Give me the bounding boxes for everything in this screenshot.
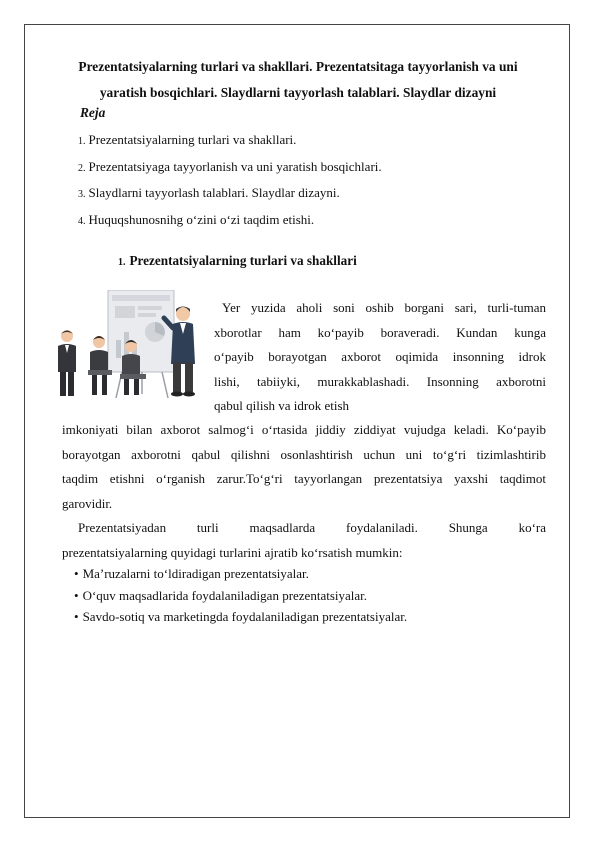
plan-item-number: 4.	[78, 215, 86, 227]
bullet-text: O‘quv maqsadlarida foydalaniladigan prezentatsiyalar.	[82, 587, 368, 603]
plan-item-number: 3.	[78, 189, 86, 200]
title-line-1: Prezentatsiyalarning turlari va shakllari. Prezentatsitaga tayyorlanish va uni	[78, 59, 518, 74]
plan-heading: Reja	[80, 105, 106, 120]
paragraph-line: Prezentatsiyadan turli maqsadlarda foydalaniladi. Shunga ko‘ra	[78, 520, 546, 536]
paragraph-line: garovidir.	[62, 495, 113, 511]
paragraph-line: borayotgan axborotni qabul qilishni osonlashtirish uchun uni to‘g‘ri tizimlashtirib	[62, 446, 546, 462]
bullet-icon: •	[74, 609, 79, 625]
bullet-icon: •	[74, 587, 79, 603]
business-presentation-illustration	[52, 290, 214, 400]
plan-item	[78, 208, 382, 235]
paragraph-line: lishi, tabiiyki, murakkablashadi. Insonning axborotni	[214, 373, 546, 389]
section-heading	[118, 253, 357, 269]
plan-item-number: 2.	[78, 162, 86, 174]
plan-item	[78, 181, 382, 208]
plan-list	[78, 128, 382, 234]
paragraph-line: qabul qilish va idrok etish	[214, 398, 350, 413]
plan-item-text: Prezentatsiyalarning turlari va shakllari.	[88, 132, 297, 147]
body-paragraph	[62, 418, 546, 566]
plan-item-text: Huquqshunosnihg o‘zini o‘zi taqdim etishi.	[88, 211, 315, 227]
paragraph-line: taqdim etishni o‘rganish zarur.To‘g‘ri tayyorlangan prezentatsiya yaxshi taqdimot	[62, 471, 546, 487]
plan-item-text: Prezentatsiyaga tayyorlanish va uni yaratish bosqichlari.	[88, 158, 382, 174]
plan-item-text: Slaydlarni tayyorlash talablari. Slaydlar dizayni.	[88, 185, 340, 200]
bullet-item	[74, 585, 407, 607]
bullet-text: Ma’ruzalarni to‘ldiradigan prezentatsiyalar.	[82, 566, 309, 581]
paragraph-line: Yer yuzida aholi soni oshib borgani sari, turli-tuman	[222, 300, 546, 315]
bullet-list	[74, 563, 407, 628]
section-title: Prezentatsiyalarning turlari va shakllari	[129, 253, 357, 268]
bullet-icon: •	[74, 566, 79, 581]
bullet-item	[74, 606, 407, 628]
title-line-2: yaratish bosqichlari. Slaydlarni tayyorlash talablari. Slaydlar dizayni	[99, 85, 497, 100]
paragraph-line: xborotlar ham ko‘payib boraveradi. Kundan kunga	[214, 324, 546, 340]
plan-item	[78, 128, 382, 155]
wrapped-paragraph	[214, 296, 546, 419]
bullet-text: Savdo-sotiq va marketingda foydalaniladigan prezentatsiyalar.	[82, 609, 408, 625]
plan-item	[78, 155, 382, 182]
paragraph-line: prezentatsiyalarning quyidagi turlarini ajratib ko‘rsatish mumkin:	[62, 544, 403, 560]
section-number: 1.	[118, 257, 126, 268]
paragraph-line: o‘payib borayotgan axborot oqimida insonning idrok	[214, 349, 546, 364]
paragraph-line: imkoniyati bilan axborot salmog‘i o‘rtasida jiddiy ziddiyat vujudga keladi. Ko‘payib	[62, 422, 546, 437]
document-title	[60, 54, 536, 106]
bullet-item	[74, 563, 407, 585]
plan-item-number: 1.	[78, 136, 86, 147]
